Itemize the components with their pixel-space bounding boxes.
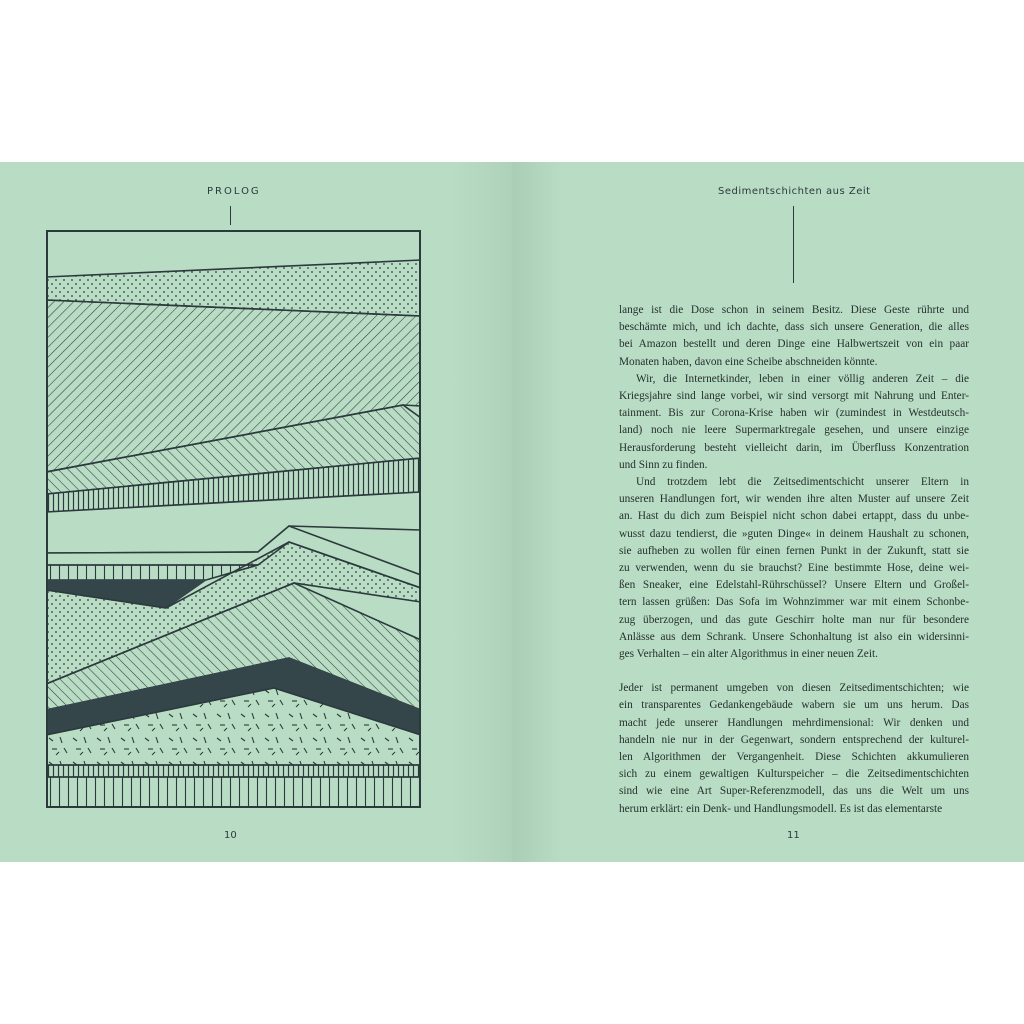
running-head-rule-left [230,206,231,225]
text-line: und Sinn zu finden. [619,458,708,471]
text-line: ein transparentes Gedankengebäude wabern sie um uns herum. Das [619,699,969,712]
text-line: bei Amazon bestellt und deren Dinge eine Halbwertszeit von ein paar [619,338,969,351]
running-head-right: Sedimentschichten aus Zeit [718,186,871,197]
page-number-right: 11 [787,830,800,841]
text-line: Jeder ist permanent umgeben von diesen Zeitsedimentschichten; wie [619,682,969,695]
text-line: len Algorithmen der Vergangenheit. Diese Schichten akkumulieren [619,751,969,764]
text-line: Wir, die Internetkinder, leben in einer völlig anderen Zeit – die [635,372,969,385]
text-line: Monaten haben, davon eine Scheibe abschneiden könnte. [619,355,878,368]
text-line: unseren Handlungen fort, wir wenden ihre alten Muster auf unsere Zeit [619,493,969,506]
paragraph [619,680,969,818]
text-line: herum erklärt: ein Denk- und Handlungsmodell. Es ist das elementarste [619,802,943,815]
running-head-rule-right [793,206,794,283]
text-line: Herausforderung besteht vielleicht darin, im Überfluss Konzentration [619,441,969,454]
text-line: ges Verhalten – ein alter Algorithmus in einer neuen Zeit. [619,648,878,661]
text-line: handeln nie nur in der Gegenwart, sondern entsprechend der kulturel- [619,733,969,746]
text-line: lange ist die Dose schon in seinem Besitz. Diese Geste rührte und [619,304,969,316]
text-line: sie aufheben zu wollen für einen fernen Punkt in der Zukunft, statt sie [619,544,969,557]
paragraph [619,474,969,663]
text-line: Kriegsjahre sind lange vorbei, wir sind versorgt mit Nahrung und Enter- [619,390,969,403]
text-line: sich zu einem gewaltigen Kulturspeicher – die Zeitsedimentschichten [619,768,969,781]
text-line: an. Hast du dich zum Beispiel nicht schon dabei ertappt, dass du unbe- [619,510,969,523]
text-line: land) noch nie leere Supermarktregale gesehen, und unsere einzige [619,424,969,437]
book-spread [0,162,1024,862]
paragraph [619,371,969,474]
running-head-left: PROLOG [207,186,261,197]
body-text [619,302,969,818]
text-line: Anlässe aus dem Schrank. Unsere Schonhaltung ist also ein widersinni- [619,630,969,643]
paragraph [619,302,969,371]
text-line: zu verwenden, wenn du sie brauchst? Eine bestimmte Hose, deine wei- [619,562,969,575]
text-line: sind wie eine Art Super-Referenzmodell, das uns die Welt um uns [619,785,969,798]
layer-bottom-wide-stripes [46,777,421,808]
text-line: Und trotzdem lebt die Zeitsedimentschicht unserer Eltern in [635,476,969,489]
text-line: wusst dazu tendierst, die »guten Dinge« in deinem Haushalt zu schonen, [619,527,969,540]
text-line: zug überzogen, und das gute Geschirr holte man nur für besondere [619,613,969,626]
layer-bottom-stripes [46,765,421,777]
page-number-left: 10 [224,830,237,841]
text-line: tainment. Bis zur Corona-Krise haben wir (zumindest in Westdeutsch- [619,407,969,420]
text-line: macht jede unserer Handlungen mehrdimensional: Wir denken und [619,716,969,729]
left-page [0,162,512,862]
text-line: tern lassen grüßen: Das Sofa im Wohnzimmer war mit einem Schonbe- [619,596,969,609]
text-line: beschämte mich, und ich dachte, dass sich unsere Generation, die alles [619,321,969,334]
text-line: ßen Sneaker, eine Edelstahl-Rührschüssel? Unsere Eltern und Großel- [619,579,969,592]
sediment-layers-illustration [46,230,421,808]
